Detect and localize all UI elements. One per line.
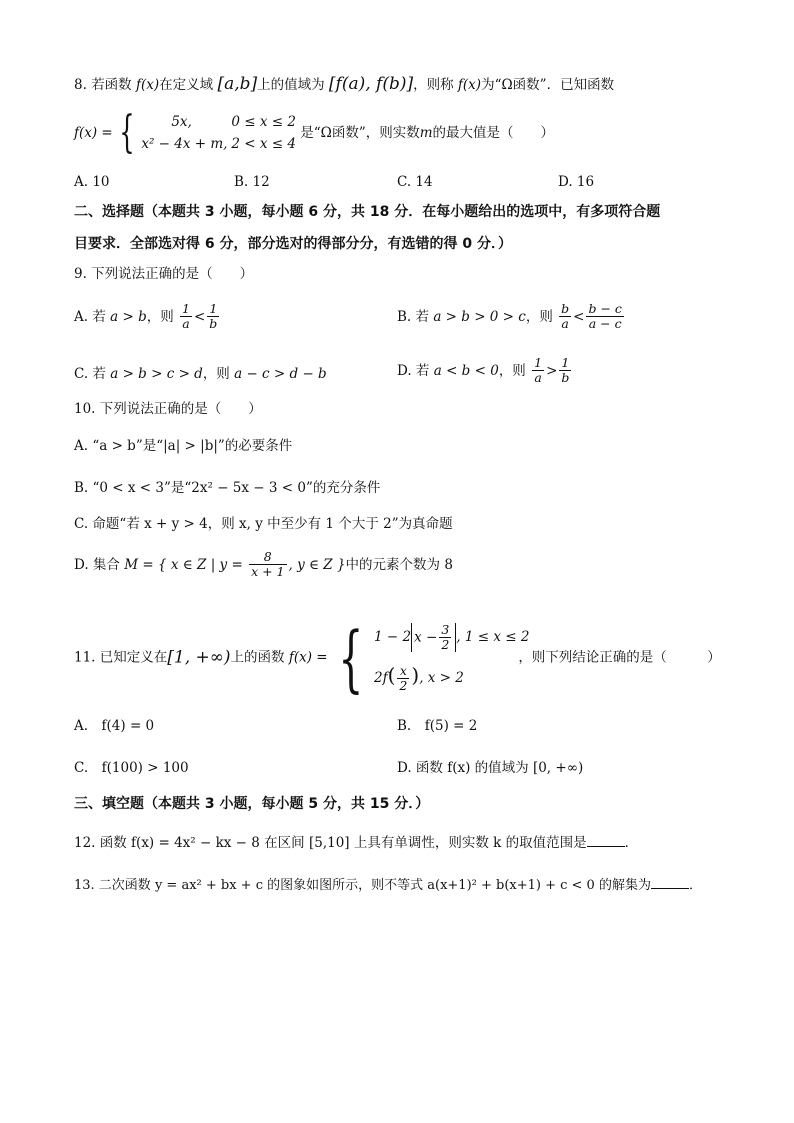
q8-option-b[interactable]: B. 12 (234, 174, 270, 190)
q9-c-result: a − c > d − b (234, 366, 327, 382)
left-brace-icon: { (338, 615, 364, 700)
q12-end: ． (624, 835, 639, 851)
q8-case1-expr: 5x, (171, 114, 192, 130)
q11-case2-cond: , x > 2 (419, 670, 464, 686)
q10-option-c[interactable]: C. 命题“若 x + y > 4，则 x, y 中至少有 1 个大于 2”为真命题 (74, 516, 453, 532)
q12-text: 12. 函数 f(x) = 4x² − kx − 8 在区间 [5,10] 上具有单调性，则实数 k 的取值范围是 (74, 835, 587, 851)
q8-range: [f(a), f(b)] (328, 74, 414, 94)
q9-a-frac2: $\frac{1}{b}$ (209, 301, 218, 332)
q9-b-cond: a > b > 0 > c (433, 308, 526, 325)
section3-title: 三、填空题（本题共 3 小题，每小题 5 分，共 15 分．） (74, 796, 430, 812)
q10-option-b[interactable]: B. “0 < x < 3”是“2x² − 5x − 3 < 0”的充分条件 (74, 480, 381, 496)
q8-text5: 为“Ω函数”．已知函数 (481, 77, 615, 93)
section2-title-line1: 二、选择题（本题共 3 小题，每小题 6 分，共 18 分．在每小题给出的选项中，有多项符合题 (74, 204, 661, 220)
q13-text: 13. 二次函数 y = ax² + bx + c 的图象如图所示，则不等式 a(x+1)² + b(x+1) + c < 0 的解集为 (74, 878, 651, 893)
q9-a-mid: ，则 (146, 308, 174, 325)
q9-stem: 9. 下列说法正确的是（ ） (74, 266, 254, 282)
q12-line (74, 834, 638, 851)
q9-option-c[interactable] (74, 366, 327, 382)
q11-stem (74, 615, 721, 700)
q11-mid: 上的函数 (230, 649, 285, 666)
q11-option-d[interactable]: D. 函数 f(x) 的值域为 [0, +∞) (397, 760, 584, 776)
q8-fx: f(x) (135, 77, 160, 93)
q9-c-pre: C. 若 (74, 366, 106, 382)
q9-d-mid: ，则 (498, 362, 526, 379)
q9-option-b[interactable] (397, 302, 626, 332)
q9-a-cond: a > b (110, 308, 147, 325)
q8-text7: 的最大值是（ ） (432, 124, 555, 141)
q8-m: m (419, 124, 433, 141)
q8-cases (141, 111, 296, 155)
q11-case1-frac: $\frac{3}{2}$ (441, 621, 450, 652)
q10-option-a[interactable]: A. “a > b”是“|a| > |b|”的必要条件 (74, 438, 293, 454)
q11-case1-a: 1 − 2 (374, 629, 412, 645)
q9-d-gt: > (546, 362, 558, 379)
q13-end: ． (688, 878, 702, 893)
q11-fx-def: f(x) = (288, 649, 328, 666)
section2-title-line2: 目要求．全部选对得 6 分，部分选对的得部分分，有选错的得 0 分．） (74, 236, 512, 252)
q10-d-post: 中的元素个数为 8 (345, 556, 453, 573)
q8-case2-cond: 2 < x ≤ 4 (231, 136, 296, 152)
q8-fx-2: f(x) (457, 77, 482, 93)
q8-case2-expr: x² − 4x + m, (141, 136, 228, 152)
q11-abs (411, 623, 456, 653)
q11-option-c[interactable]: C. f(100) > 100 (74, 760, 189, 776)
q8-domain: [a,b] (217, 74, 258, 94)
q8-option-d[interactable]: D. 16 (558, 174, 595, 190)
q8-text3: 上的值域为 (257, 77, 325, 93)
q8-number: 8. (74, 77, 87, 93)
q10-option-d[interactable] (74, 550, 453, 580)
q9-option-a[interactable] (74, 302, 221, 332)
q8-fx-def: f(x) = (74, 124, 113, 141)
q8-text6: 是“Ω函数”，则实数 (300, 124, 420, 141)
q11-case1-cond: , 1 ≤ x ≤ 2 (456, 629, 530, 645)
q11-cases: 1 − 2 x − $\frac{3}{2}$ , 1 ≤ x ≤ 2 2f( $\frac{x}{2}$ ), x > 2 (374, 621, 530, 693)
q9-d-frac2: $\frac{1}{b}$ (561, 355, 570, 386)
q8-text1: 若函数 (91, 77, 132, 93)
q8-case1-cond: 0 ≤ x ≤ 2 (231, 114, 296, 130)
q9-a-frac1: $\frac{1}{a}$ (182, 301, 190, 332)
q11-pre: 11. 已知定义在 (74, 649, 168, 666)
q11-case2-frac: $\frac{x}{2}$ (399, 662, 408, 693)
q11-interval: [1, +∞) (167, 647, 231, 668)
q12-answer-blank[interactable] (587, 834, 625, 847)
q9-a-lt: < (193, 308, 206, 325)
left-brace-icon: { (119, 107, 135, 158)
q9-d-pre: D. 若 (397, 362, 430, 379)
q11-case1-b: x − (414, 629, 438, 645)
q9-d-frac1: $\frac{1}{a}$ (534, 355, 543, 386)
q11-option-a[interactable]: A. f(4) = 0 (74, 718, 155, 734)
q8-line1 (74, 74, 614, 94)
q9-b-frac2: $\frac{b - c}{a - c}$ (588, 301, 622, 332)
q10-stem: 10. 下列说法正确的是（ ） (74, 401, 262, 417)
q8-option-c[interactable]: C. 14 (397, 174, 433, 190)
q13-answer-blank[interactable] (651, 876, 689, 889)
q9-c-cond: a > b > c > d (110, 366, 203, 382)
q8-piecewise (74, 107, 555, 158)
q9-b-lt: < (573, 308, 585, 325)
q10-d-frac: $\frac{8}{x + 1}$ (251, 549, 285, 580)
q9-option-d[interactable] (397, 356, 573, 386)
q11-post: ，则下列结论正确的是（ ） (518, 649, 721, 666)
q9-c-mid: ，则 (202, 366, 230, 382)
q9-b-mid: ，则 (525, 308, 553, 325)
q10-d-set-left: M = { x ∈ Z | y = (124, 556, 243, 573)
q8-text4: ，则称 (413, 77, 454, 93)
q11-option-b[interactable]: B. f(5) = 2 (397, 718, 478, 734)
q8-option-a[interactable]: A. 10 (74, 174, 110, 190)
q10-d-set-right: , y ∈ Z } (288, 556, 346, 573)
q9-d-cond: a < b < 0 (433, 362, 499, 379)
q10-d-pre: D. 集合 (74, 556, 120, 573)
q11-case2-a: 2f (374, 670, 388, 686)
q9-b-pre: B. 若 (397, 308, 430, 325)
q8-text2: 在定义域 (159, 77, 214, 93)
q9-b-frac1: $\frac{b}{a}$ (561, 301, 570, 332)
q13-line (74, 876, 702, 894)
q9-a-pre: A. 若 (74, 308, 106, 325)
